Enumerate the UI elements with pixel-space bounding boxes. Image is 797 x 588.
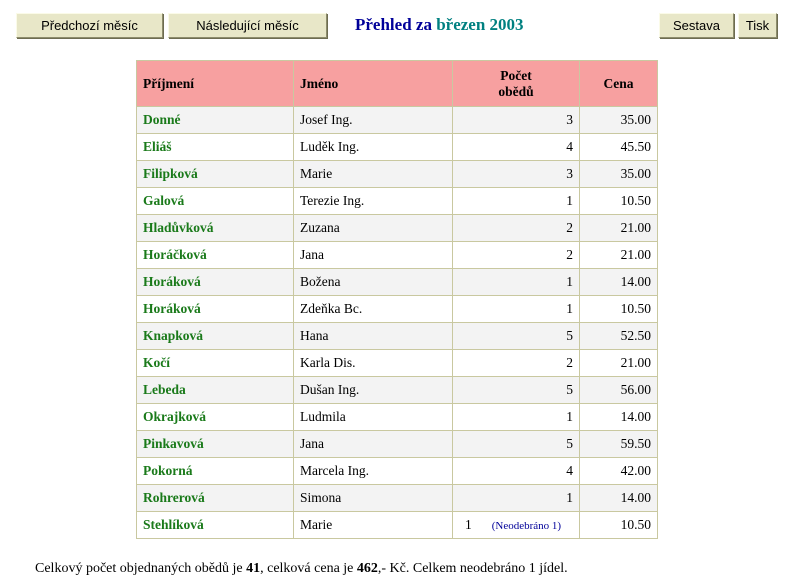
cell-count — [453, 485, 580, 512]
cell-name: Ludmila — [294, 404, 453, 431]
page-title — [355, 15, 524, 35]
cell-count-value: 2 — [566, 355, 573, 370]
cell-surname[interactable]: Pinkavová — [137, 431, 294, 458]
previous-month-button[interactable]: Předchozí měsíc — [16, 13, 163, 38]
summary-text — [35, 561, 568, 577]
cell-surname[interactable]: Donné — [137, 107, 294, 134]
cell-surname[interactable]: Horáčková — [137, 242, 294, 269]
cell-count — [453, 350, 580, 377]
cell-name: Simona — [294, 485, 453, 512]
cell-name: Zdeňka Bc. — [294, 296, 453, 323]
cell-count — [453, 215, 580, 242]
cell-count — [453, 431, 580, 458]
cell-count — [453, 404, 580, 431]
cell-name: Marie — [294, 512, 453, 539]
table-row — [137, 161, 658, 188]
cell-price: 56.00 — [580, 377, 658, 404]
column-header-price[interactable]: Cena — [580, 61, 658, 107]
cell-count-value: 1 — [566, 490, 573, 505]
cell-price: 35.00 — [580, 107, 658, 134]
cell-price: 59.50 — [580, 431, 658, 458]
cell-surname[interactable]: Pokorná — [137, 458, 294, 485]
cell-price: 14.00 — [580, 269, 658, 296]
cell-name: Marcela Ing. — [294, 458, 453, 485]
table-header-row — [137, 61, 658, 107]
cell-surname[interactable]: Rohrerová — [137, 485, 294, 512]
summary-total-price: 462 — [356, 561, 378, 576]
cell-price: 10.50 — [580, 188, 658, 215]
cell-count — [453, 458, 580, 485]
column-header-surname[interactable]: Příjmení — [137, 61, 294, 107]
cell-price: 14.00 — [580, 485, 658, 512]
summary-text-1: Celkový počet objednaných obědů je — [35, 561, 247, 576]
cell-count-value: 1 — [566, 409, 573, 424]
cell-count — [453, 161, 580, 188]
cell-price: 21.00 — [580, 350, 658, 377]
cell-count-value: 1 — [566, 193, 573, 208]
table-row — [137, 350, 658, 377]
next-month-button[interactable]: Následující měsíc — [168, 13, 327, 38]
table-row — [137, 458, 658, 485]
cell-surname[interactable]: Stehlíková — [137, 512, 294, 539]
cell-price: 21.00 — [580, 215, 658, 242]
cell-name: Božena — [294, 269, 453, 296]
table-row — [137, 215, 658, 242]
cell-count-value: 3 — [566, 166, 573, 181]
cell-count-value: 5 — [566, 382, 573, 397]
cell-price: 52.50 — [580, 323, 658, 350]
column-header-name[interactable]: Jméno — [294, 61, 453, 107]
cell-surname[interactable]: Galová — [137, 188, 294, 215]
column-header-count-line2: obědů — [498, 83, 534, 99]
column-header-count-line1: Počet — [500, 67, 532, 83]
cell-count-value: 3 — [566, 112, 573, 127]
table-row — [137, 323, 658, 350]
cell-surname[interactable]: Okrajková — [137, 404, 294, 431]
cell-surname[interactable]: Lebeda — [137, 377, 294, 404]
cell-surname[interactable]: Kočí — [137, 350, 294, 377]
report-button[interactable]: Sestava — [659, 13, 734, 38]
cell-name: Karla Dis. — [294, 350, 453, 377]
cell-count — [453, 377, 580, 404]
cell-price: 10.50 — [580, 512, 658, 539]
uncollected-note: (Neodebráno 1) — [491, 520, 562, 532]
cell-name: Josef Ing. — [294, 107, 453, 134]
cell-count-value: 1 — [566, 274, 573, 289]
cell-count — [453, 188, 580, 215]
cell-name: Dušan Ing. — [294, 377, 453, 404]
lunch-overview-table — [136, 60, 658, 539]
cell-surname[interactable]: Eliáš — [137, 134, 294, 161]
table-row — [137, 188, 658, 215]
cell-count — [453, 134, 580, 161]
cell-count-value: 2 — [566, 247, 573, 262]
cell-count — [453, 242, 580, 269]
table-row — [137, 377, 658, 404]
cell-count-value: 5 — [566, 328, 573, 343]
cell-surname[interactable]: Filipková — [137, 161, 294, 188]
table-row — [137, 269, 658, 296]
cell-count-value: 5 — [566, 436, 573, 451]
cell-count-value: 1 — [566, 301, 573, 316]
cell-name: Terezie Ing. — [294, 188, 453, 215]
table-row — [137, 134, 658, 161]
cell-name: Marie — [294, 161, 453, 188]
table-row — [137, 107, 658, 134]
cell-price: 21.00 — [580, 242, 658, 269]
cell-price: 35.00 — [580, 161, 658, 188]
summary-text-3: ,- Kč. Celkem neodebráno 1 jídel. — [377, 561, 568, 576]
title-prefix: Přehled za — [355, 15, 432, 34]
summary-total-count: 41 — [246, 561, 261, 576]
cell-price: 42.00 — [580, 458, 658, 485]
cell-count-value: 1 — [465, 517, 472, 532]
cell-surname[interactable]: Hladůvková — [137, 215, 294, 242]
cell-price: 14.00 — [580, 404, 658, 431]
cell-count-value: 4 — [566, 463, 573, 478]
cell-name: Hana — [294, 323, 453, 350]
cell-name: Jana — [294, 431, 453, 458]
cell-name: Jana — [294, 242, 453, 269]
table-row — [137, 485, 658, 512]
table-row — [137, 242, 658, 269]
title-period: březen 2003 — [436, 15, 524, 34]
cell-count — [453, 107, 580, 134]
print-button[interactable]: Tisk — [738, 13, 777, 38]
cell-surname[interactable]: Horáková — [137, 296, 294, 323]
cell-name: Luděk Ing. — [294, 134, 453, 161]
cell-count — [453, 269, 580, 296]
cell-count-value: 4 — [566, 139, 573, 154]
cell-price: 10.50 — [580, 296, 658, 323]
cell-name: Zuzana — [294, 215, 453, 242]
table-row — [137, 296, 658, 323]
cell-price: 45.50 — [580, 134, 658, 161]
cell-surname[interactable]: Horáková — [137, 269, 294, 296]
cell-surname[interactable]: Knapková — [137, 323, 294, 350]
cell-count — [453, 512, 580, 539]
cell-count-value: 2 — [566, 220, 573, 235]
column-header-count[interactable] — [453, 61, 580, 107]
summary-text-2: , celková cena je — [260, 561, 357, 576]
cell-count — [453, 296, 580, 323]
table-row — [137, 431, 658, 458]
table-row — [137, 512, 658, 539]
table-row — [137, 404, 658, 431]
cell-count — [453, 323, 580, 350]
